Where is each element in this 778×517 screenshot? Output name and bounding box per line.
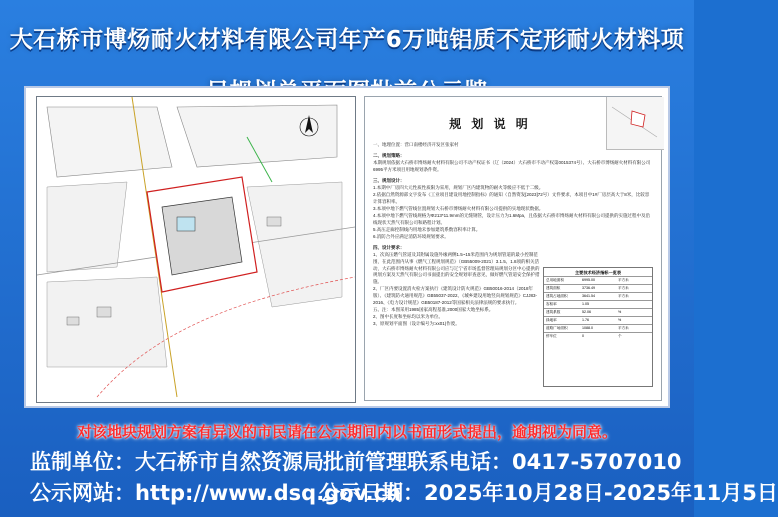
note-line: 1.本期中厂房四大元性质性质限为采用，规划厂区内建筑物的耐火等级应不低于二级。 xyxy=(373,184,544,190)
note-line: 2、厂区内要设置消火栓方案执行《建筑设计防火规范》GB50016-2014（2018年版）、《建筑防火通用规范》GB55037-2022、《城乡建设用地竖向规划规范》CJJ83-2016、《电力设计规范》GB50187-2012等国家相关法律法规的要求执行。 xyxy=(373,286,538,306)
note-line: 3.本项中地下燃气管线位置规划大石桥市博炀耐火材料有限公司提供的实地现状数据。 xyxy=(373,205,544,211)
note-line: 2.依据自然资源部文字发布《工业项目建设用地控制指标》的通知（自然资发[2023]72号）文件要求，本项目中1#厂房层高大于8米，比较容计算容积率。 xyxy=(373,191,650,204)
note-line: 3、原规划平面图（设计编号为:xx01)作废。 xyxy=(373,321,460,327)
note-line: 三、规划设计： xyxy=(373,177,405,183)
planning-notes-panel xyxy=(364,96,662,401)
table-row: 道路广场面积 1088.0 平方米 xyxy=(544,324,652,332)
table-row: 总用地面积 6995.00 平方米 xyxy=(544,276,652,284)
note-line: 四、设计要求： xyxy=(373,244,405,250)
table-row: 建筑面积 3736.49 平方米 xyxy=(544,284,652,292)
table-row: 建筑占地面积 3641.54 平方米 xyxy=(544,292,652,300)
page-title: 大石桥市博炀耐火材料有限公司年产6万吨铝质不定形耐火材料项 xyxy=(9,27,685,53)
supervisor-label: 监制单位：大石桥市自然资源局 xyxy=(30,450,324,474)
note-line: 二、规划策略： xyxy=(373,152,405,158)
note-line: 1、次高压燃气管道及其附属设施外缘两侧1.5~15米范围内为规划管道的最小控制范围，在此范围内从事《燃气工程规划规范》（GB55009-2021）3.1.5、1.8项的相关活动，大石桥市博炀耐火材料有限公司应与辽宁省市场监督管理局规划分区中心提供的规划方案及天然气有限公司书面提出的安全规划审查意见，做好燃气管道安全保护措施。 xyxy=(373,251,540,285)
table-row: 停车位 0 个 xyxy=(544,332,652,340)
note-line: 一、地理位置：营口南楼经济开发区张家村 xyxy=(373,142,459,147)
note-line: 五、注：本图采用1985国家高程基准,2000国家大地坐标系。 xyxy=(373,307,494,313)
technical-indicators-table xyxy=(543,267,653,387)
site-plan-drawing xyxy=(36,96,356,403)
table-row: 建筑系数 52.06 % xyxy=(544,308,652,316)
note-line: 4.本项中地下燃气管线规格为Φ213*11.9mm的无缝钢管，设计压力为1.6Mpa，且依据大石桥市博炀耐火材料有限公司提供的实施过程中及沿线现状天然气有限公司和路程计划。 xyxy=(373,212,651,225)
note-line: 本期规划依据大石桥市博炀耐火材料有限公司不动产权证书（辽（2024）大石桥市不动产权第0015374号）、大石桥市博炀耐火材料有限公司6995平方米项目用地规划条件资。 xyxy=(373,159,651,172)
contact-phone: 批前管理联系电话：0417-5707010 xyxy=(323,450,682,474)
planning-notes-heading: 规 划 说 明 xyxy=(449,117,531,131)
table-title: 主要技术经济指标一览表 xyxy=(574,270,622,275)
site-plan-svg xyxy=(37,97,355,402)
objection-notice: 对该地块规划方案有异议的市民请在公示期间内以书面形式提出，逾期视为同意。 xyxy=(76,423,617,441)
plan-board xyxy=(24,86,670,408)
table-row: 绿地率 1.76 % xyxy=(544,316,652,324)
table-row: 容积率 1.05 xyxy=(544,300,652,308)
website-label: 公示网站：http://www.dsq.gov.cn xyxy=(30,481,401,505)
note-line: 5.高压走廊控制线内用地未参加建筑系数容积率计算。 xyxy=(373,226,481,232)
note-line: 6.消防合外应满足消防环境规划要求。 xyxy=(373,233,449,239)
note-line: 2、图中长度和坐标均以米为单位。 xyxy=(373,314,444,320)
publicity-date: 公示日期：2025年10月28日-2025年11月5日 xyxy=(319,481,778,505)
